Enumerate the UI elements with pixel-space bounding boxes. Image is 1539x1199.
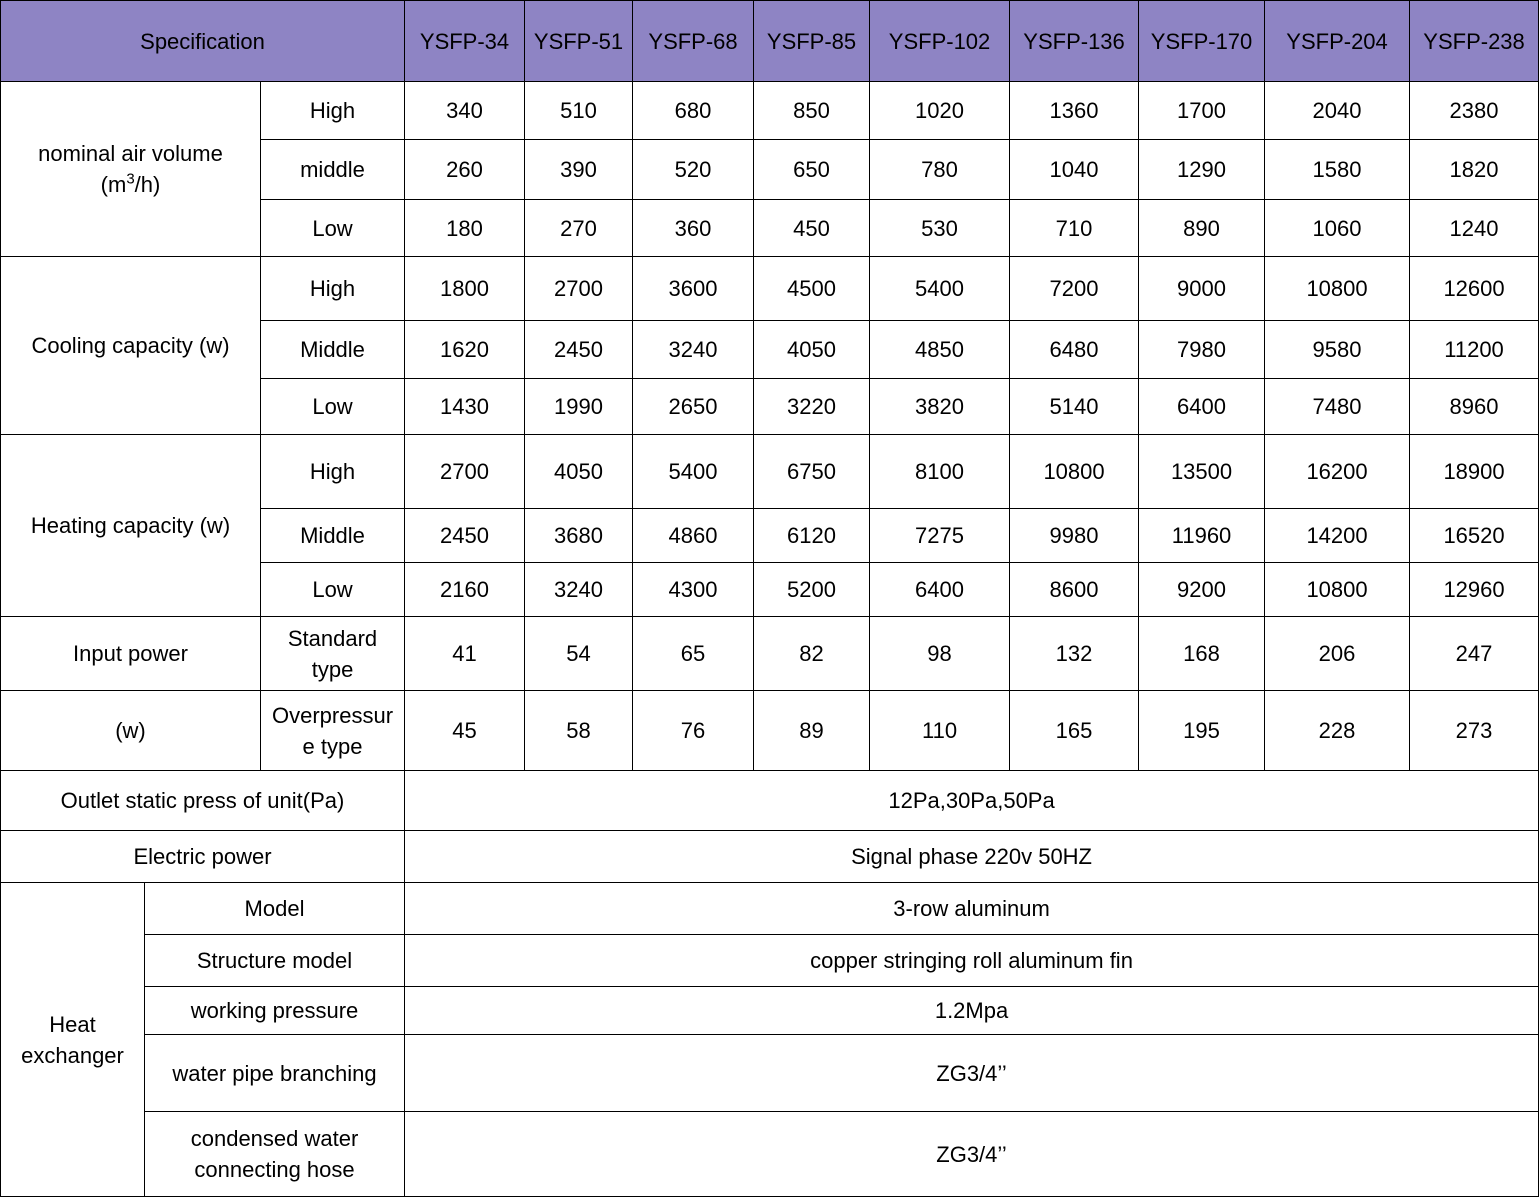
header-model: YSFP-170 — [1139, 1, 1265, 82]
value-cell: 680 — [633, 82, 754, 140]
outlet-static-pressure-label: Outlet static press of unit(Pa) — [1, 771, 405, 831]
level-label: High — [261, 435, 405, 509]
value-cell: 9980 — [1010, 509, 1139, 563]
value-cell: 1430 — [405, 379, 525, 435]
value-cell: 82 — [754, 617, 870, 691]
value-cell: 2650 — [633, 379, 754, 435]
value-cell: 165 — [1010, 691, 1139, 771]
value-cell: 18900 — [1410, 435, 1539, 509]
heat-exchanger-row — [1, 1035, 1539, 1112]
cooling-capacity-label: Cooling capacity (w) — [1, 257, 261, 435]
value-cell: 8100 — [870, 435, 1010, 509]
hx-pipe-value: ZG3/4’’ — [405, 1035, 1539, 1112]
value-cell: 1360 — [1010, 82, 1139, 140]
value-cell: 1700 — [1139, 82, 1265, 140]
hx-hose-value: ZG3/4’’ — [405, 1112, 1539, 1197]
type-line-2: type — [311, 656, 354, 682]
unit-prefix: (m — [100, 172, 127, 197]
value-cell: 7200 — [1010, 257, 1139, 321]
air-volume-label — [1, 82, 261, 257]
value-cell: 8600 — [1010, 563, 1139, 617]
header-model: YSFP-136 — [1010, 1, 1139, 82]
header-row — [1, 1, 1539, 82]
value-cell: 4860 — [633, 509, 754, 563]
value-cell: 3820 — [870, 379, 1010, 435]
outlet-static-pressure-value: 12Pa,30Pa,50Pa — [405, 771, 1539, 831]
cooling-row — [1, 257, 1539, 321]
value-cell: 1620 — [405, 321, 525, 379]
value-cell: 247 — [1410, 617, 1539, 691]
value-cell: 3240 — [633, 321, 754, 379]
value-cell: 65 — [633, 617, 754, 691]
value-cell: 110 — [870, 691, 1010, 771]
value-cell: 54 — [525, 617, 633, 691]
value-cell: 530 — [870, 200, 1010, 257]
value-cell: 340 — [405, 82, 525, 140]
value-cell: 45 — [405, 691, 525, 771]
hx-model-value: 3-row aluminum — [405, 883, 1539, 935]
value-cell: 2450 — [525, 321, 633, 379]
value-cell: 5400 — [870, 257, 1010, 321]
value-cell: 2450 — [405, 509, 525, 563]
type-line-1: Overpressur — [271, 702, 394, 728]
value-cell: 9200 — [1139, 563, 1265, 617]
header-model: YSFP-68 — [633, 1, 754, 82]
heating-row — [1, 435, 1539, 509]
value-cell: 2040 — [1265, 82, 1410, 140]
value-cell: 2700 — [525, 257, 633, 321]
value-cell: 4050 — [525, 435, 633, 509]
level-label: middle — [261, 140, 405, 200]
value-cell: 1990 — [525, 379, 633, 435]
value-cell: 195 — [1139, 691, 1265, 771]
power-type-label — [261, 691, 405, 771]
input-power-row — [1, 617, 1539, 691]
hx-hose-label — [145, 1112, 405, 1197]
value-cell: 58 — [525, 691, 633, 771]
electric-power-value: Signal phase 220v 50HZ — [405, 831, 1539, 883]
value-cell: 4500 — [754, 257, 870, 321]
value-cell: 2160 — [405, 563, 525, 617]
value-cell: 168 — [1139, 617, 1265, 691]
level-label: High — [261, 257, 405, 321]
heat-exchanger-row — [1, 987, 1539, 1035]
header-model: YSFP-204 — [1265, 1, 1410, 82]
value-cell: 41 — [405, 617, 525, 691]
level-label: Middle — [261, 509, 405, 563]
header-model: YSFP-85 — [754, 1, 870, 82]
type-line-2: e type — [302, 733, 363, 759]
value-cell: 273 — [1410, 691, 1539, 771]
value-cell: 10800 — [1265, 257, 1410, 321]
value-cell: 14200 — [1265, 509, 1410, 563]
value-cell: 780 — [870, 140, 1010, 200]
electric-power-row — [1, 831, 1539, 883]
value-cell: 1040 — [1010, 140, 1139, 200]
heat-exchanger-row — [1, 1112, 1539, 1197]
value-cell: 132 — [1010, 617, 1139, 691]
level-label: Low — [261, 200, 405, 257]
hose-line-1: condensed water — [190, 1126, 359, 1151]
value-cell: 1800 — [405, 257, 525, 321]
value-cell: 2700 — [405, 435, 525, 509]
value-cell: 3600 — [633, 257, 754, 321]
value-cell: 1820 — [1410, 140, 1539, 200]
value-cell: 450 — [754, 200, 870, 257]
value-cell: 510 — [525, 82, 633, 140]
value-cell: 7980 — [1139, 321, 1265, 379]
value-cell: 850 — [754, 82, 870, 140]
value-cell: 2380 — [1410, 82, 1539, 140]
electric-power-label: Electric power — [1, 831, 405, 883]
value-cell: 11200 — [1410, 321, 1539, 379]
value-cell: 360 — [633, 200, 754, 257]
type-line-1: Standard — [287, 625, 378, 651]
value-cell: 76 — [633, 691, 754, 771]
value-cell: 1580 — [1265, 140, 1410, 200]
value-cell: 16200 — [1265, 435, 1410, 509]
value-cell: 5140 — [1010, 379, 1139, 435]
value-cell: 6400 — [870, 563, 1010, 617]
value-cell: 206 — [1265, 617, 1410, 691]
hx-structure-label: Structure model — [145, 935, 405, 987]
value-cell: 390 — [525, 140, 633, 200]
outlet-static-pressure-row — [1, 771, 1539, 831]
air-volume-title: nominal air volume — [38, 141, 223, 166]
value-cell: 4050 — [754, 321, 870, 379]
value-cell: 9580 — [1265, 321, 1410, 379]
value-cell: 1290 — [1139, 140, 1265, 200]
value-cell: 4850 — [870, 321, 1010, 379]
hx-pressure-value: 1.2Mpa — [405, 987, 1539, 1035]
value-cell: 3220 — [754, 379, 870, 435]
input-power-label: Input power — [1, 617, 261, 691]
value-cell: 7480 — [1265, 379, 1410, 435]
hose-line-2: connecting hose — [194, 1157, 355, 1182]
unit-suffix: /h) — [134, 172, 161, 197]
value-cell: 650 — [754, 140, 870, 200]
hx-line-2: exchanger — [21, 1042, 124, 1068]
value-cell: 5200 — [754, 563, 870, 617]
value-cell: 710 — [1010, 200, 1139, 257]
heat-exchanger-label — [1, 883, 145, 1197]
level-label: Low — [261, 563, 405, 617]
header-specification: Specification — [1, 1, 405, 82]
value-cell: 10800 — [1010, 435, 1139, 509]
value-cell: 6480 — [1010, 321, 1139, 379]
value-cell: 16520 — [1410, 509, 1539, 563]
value-cell: 5400 — [633, 435, 754, 509]
value-cell: 11960 — [1139, 509, 1265, 563]
value-cell: 98 — [870, 617, 1010, 691]
value-cell: 13500 — [1139, 435, 1265, 509]
input-power-row — [1, 691, 1539, 771]
hx-pipe-label: water pipe branching — [145, 1035, 405, 1112]
level-label: Low — [261, 379, 405, 435]
header-model: YSFP-51 — [525, 1, 633, 82]
unit-superscript: 3 — [126, 170, 135, 188]
value-cell: 3680 — [525, 509, 633, 563]
header-model: YSFP-238 — [1410, 1, 1539, 82]
value-cell: 270 — [525, 200, 633, 257]
value-cell: 228 — [1265, 691, 1410, 771]
hx-line-1: Heat — [49, 1011, 96, 1037]
hx-structure-value: copper stringing roll aluminum fin — [405, 935, 1539, 987]
header-model: YSFP-34 — [405, 1, 525, 82]
value-cell: 7275 — [870, 509, 1010, 563]
value-cell: 12600 — [1410, 257, 1539, 321]
value-cell: 890 — [1139, 200, 1265, 257]
value-cell: 89 — [754, 691, 870, 771]
value-cell: 1060 — [1265, 200, 1410, 257]
header-model: YSFP-102 — [870, 1, 1010, 82]
value-cell: 260 — [405, 140, 525, 200]
value-cell: 180 — [405, 200, 525, 257]
value-cell: 6120 — [754, 509, 870, 563]
value-cell: 12960 — [1410, 563, 1539, 617]
air-volume-unit — [101, 172, 161, 197]
power-type-label — [261, 617, 405, 691]
hx-pressure-label: working pressure — [145, 987, 405, 1035]
heat-exchanger-row — [1, 935, 1539, 987]
value-cell: 6400 — [1139, 379, 1265, 435]
value-cell: 520 — [633, 140, 754, 200]
level-label: High — [261, 82, 405, 140]
hx-model-label: Model — [145, 883, 405, 935]
level-label: Middle — [261, 321, 405, 379]
value-cell: 1240 — [1410, 200, 1539, 257]
value-cell: 3240 — [525, 563, 633, 617]
heat-exchanger-row — [1, 883, 1539, 935]
value-cell: 6750 — [754, 435, 870, 509]
air_volume-row — [1, 82, 1539, 140]
value-cell: 9000 — [1139, 257, 1265, 321]
value-cell: 4300 — [633, 563, 754, 617]
value-cell: 8960 — [1410, 379, 1539, 435]
heating-capacity-label: Heating capacity (w) — [1, 435, 261, 617]
value-cell: 10800 — [1265, 563, 1410, 617]
input-power-unit: (w) — [1, 691, 261, 771]
value-cell: 1020 — [870, 82, 1010, 140]
